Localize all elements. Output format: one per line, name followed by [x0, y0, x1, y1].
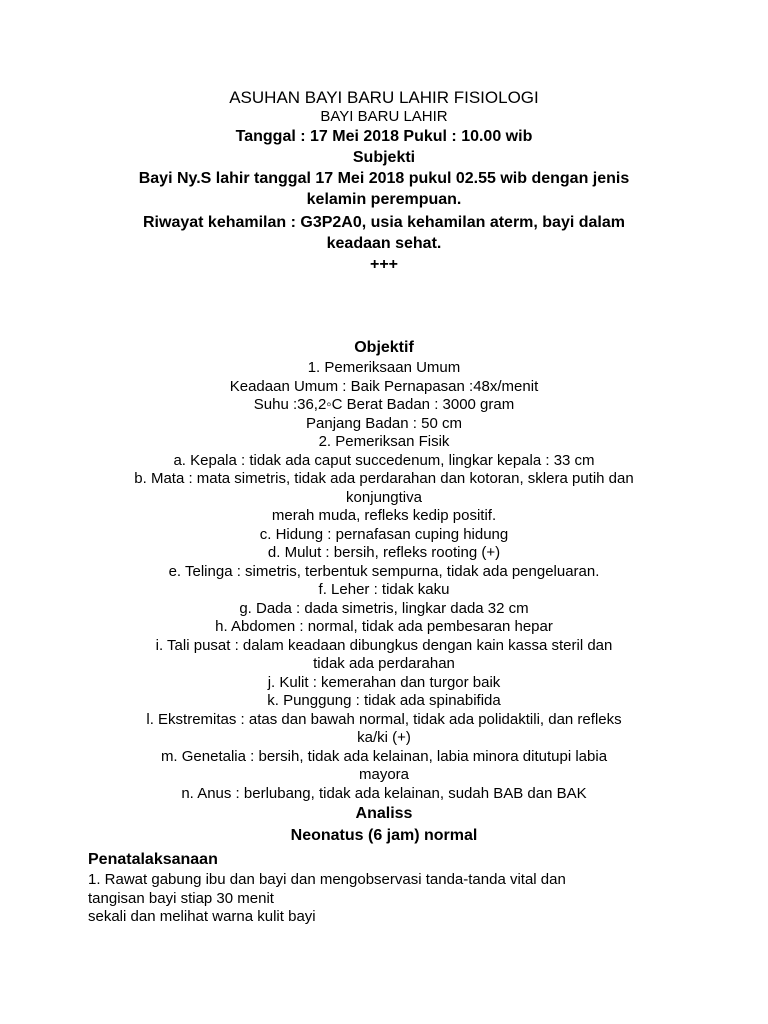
objektif-line: tidak ada perdarahan	[313, 655, 455, 672]
objektif-line: mayora	[358, 766, 410, 783]
objektif-line: m. Genetalia : bersih, tidak ada kelainan, labia minora ditutupi labia	[160, 747, 608, 765]
objektif-heading: Objektif	[354, 339, 414, 356]
objektif-line: Suhu :36,2◦C Berat Badan : 3000 gram	[253, 396, 515, 413]
document-title: ASUHAN BAYI BARU LAHIR FISIOLOGI	[229, 88, 539, 107]
objektif-line: c. Hidung : pernafasan cuping hidung	[259, 525, 509, 543]
objektif-line: merah muda, refleks kedip positif.	[271, 507, 497, 524]
subjektif-line: keadaan sehat.	[326, 235, 442, 252]
objektif-line: e. Telinga : simetris, terbentuk sempurna, tidak ada pengeluaran.	[168, 562, 600, 580]
subjektif-line: Bayi Ny.S lahir tanggal 17 Mei 2018 pukul 02.55 wib dengan jenis	[138, 170, 630, 187]
subjektif-line: +++	[369, 256, 399, 273]
objektif-line: k. Punggung : tidak ada spinabifida	[267, 692, 501, 709]
objektif-line: d. Mulut : bersih, refleks rooting (+)	[267, 544, 501, 561]
objektif-line: a. Kepala : tidak ada caput succedenum, lingkar kepala : 33 cm	[173, 451, 595, 469]
penatalaksanaan-line: tangisan bayi stiap 30 menit	[88, 889, 274, 907]
objektif-line: 2. Pemeriksan Fisik	[318, 433, 450, 450]
spacer	[90, 275, 678, 337]
objektif-line: l. Ekstremitas : atas dan bawah normal, tidak ada polidaktili, dan refleks	[146, 710, 622, 728]
penatalaksanaan-line: sekali dan melihat warna kulit bayi	[88, 908, 316, 925]
document-subtitle: BAYI BARU LAHIR	[320, 108, 448, 125]
objektif-line: i. Tali pusat : dalam keadaan dibungkus dengan kain kassa steril dan	[155, 636, 613, 654]
subjektif-heading: Subjekti	[352, 149, 416, 166]
objektif-line: j. Kulit : kemerahan dan turgor baik	[267, 673, 501, 691]
date-line: Tanggal : 17 Mei 2018 Pukul : 10.00 wib	[235, 128, 533, 145]
subjektif-line: kelamin perempuan.	[306, 191, 462, 208]
penatalaksanaan-line: 1. Rawat gabung ibu dan bayi dan mengobservasi tanda-tanda vital dan	[88, 871, 566, 888]
objektif-line: Panjang Badan : 50 cm	[306, 414, 462, 432]
subjektif-line: Riwayat kehamilan : G3P2A0, usia kehamilan aterm, bayi dalam	[143, 214, 625, 231]
objektif-line: h. Abdomen : normal, tidak ada pembesaran hepar	[215, 618, 553, 635]
objektif-line: n. Anus : berlubang, tidak ada kelainan, sudah BAB dan BAK	[181, 784, 587, 802]
objektif-line: b. Mata : mata simetris, tidak ada perdarahan dan kotoran, sklera putih dan	[134, 470, 634, 487]
objektif-line: Keadaan Umum : Baik Pernapasan :48x/menit	[229, 377, 539, 395]
analisis-text: Neonatus (6 jam) normal	[290, 827, 478, 844]
objektif-line: ka/ki (+)	[357, 729, 411, 746]
analisis-heading: Analiss	[355, 805, 413, 822]
penatalaksanaan-section	[88, 849, 678, 927]
objektif-line: f. Leher : tidak kaku	[318, 581, 450, 598]
penatalaksanaan-heading: Penatalaksanaan	[88, 851, 218, 868]
objektif-list	[90, 359, 678, 803]
objektif-line: 1. Pemeriksaan Umum	[307, 359, 461, 376]
objektif-line: g. Dada : dada simetris, lingkar dada 32 cm	[239, 599, 529, 617]
objektif-line: konjungtiva	[346, 488, 422, 506]
